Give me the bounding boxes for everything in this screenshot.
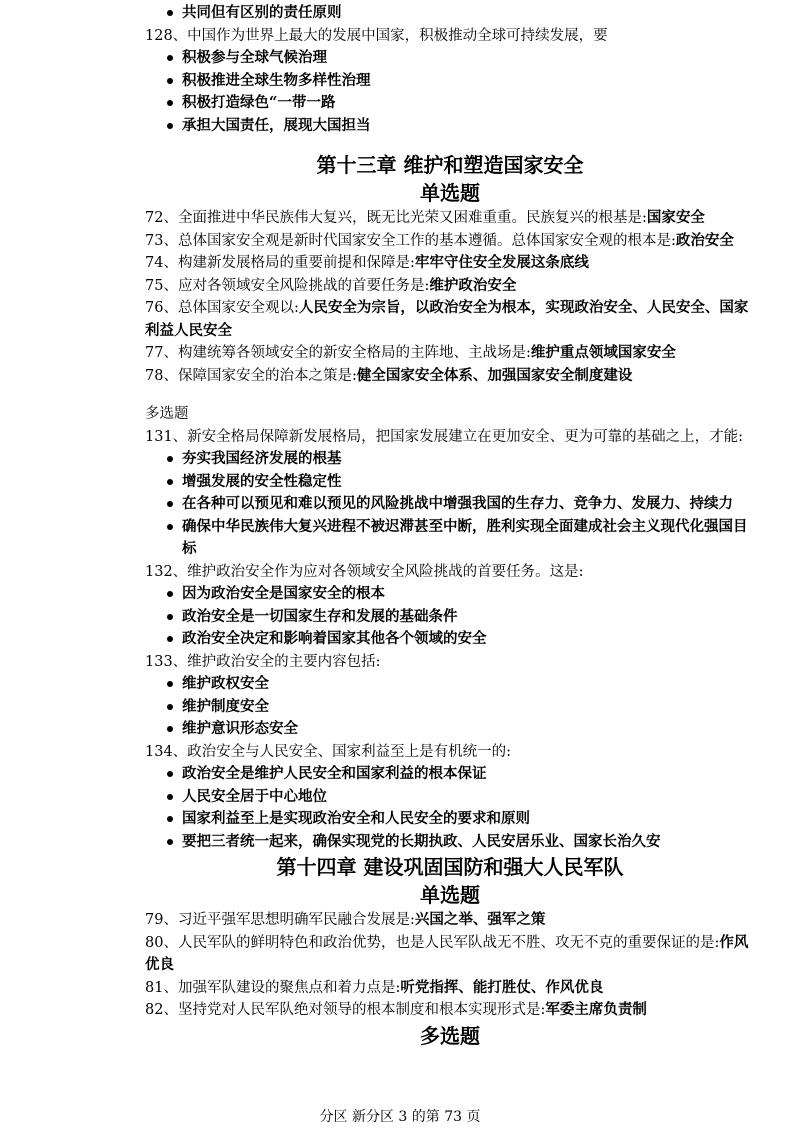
list-item: 夯实我国经济发展的根基 <box>145 448 755 471</box>
list-item: 政治安全是维护人民安全和国家利益的根本保证 <box>145 763 755 786</box>
section-multi-choice: 多选题 <box>420 1023 480 1048</box>
question-74: 74、构建新发展格局的重要前提和保障是:牢牢守住安全发展这条底线 <box>145 254 589 271</box>
question-72: 72、全面推进中华民族伟大复兴，既无比光荣又困难重重。民族复兴的根基是:国家安全 <box>145 209 705 226</box>
chapter-13-title: 第十三章 维护和塑造国家安全 <box>316 153 584 177</box>
question-79: 79、习近平强军思想明确军民融合发展是:兴国之举、强军之策 <box>145 911 546 928</box>
question-133-stem: 133、维护政治安全的主要内容包括: <box>145 653 381 670</box>
page-footer: 分区 新分区 3 的第 73 页 <box>319 1109 481 1125</box>
list-item: 承担大国责任，展现大国担当 <box>145 115 755 138</box>
question-128-stem: 128、中国作为世界上最大的发展中国家，积极推动全球可持续发展，要 <box>145 27 608 44</box>
question-80: 80、人民军队的鲜明特色和政治优势，也是人民军队战无不胜、攻无不克的重要保证的是:作风优良 <box>145 933 749 973</box>
list-item: 要把三者统一起来，确保实现党的长期执政、人民安居乐业、国家长治久安 <box>145 831 755 854</box>
list-item: 在各种可以预见和难以预见的风险挑战中增强我国的生存力、竞争力、发展力、持续力 <box>145 493 755 516</box>
list-item: 积极打造绿色“一带一路 <box>145 92 755 115</box>
list-item: 维护政权安全 <box>145 673 755 696</box>
list-item: 积极推进全球生物多样性治理 <box>145 70 755 93</box>
question-77: 77、构建统筹各领域安全的新安全格局的主阵地、主战场是:维护重点领域国家安全 <box>145 344 676 361</box>
section-single-choice: 单选题 <box>420 883 480 907</box>
list-item: 共同但有区别的责任原则 <box>145 2 755 25</box>
list-item: 积极参与全球气候治理 <box>145 47 755 70</box>
list-item: 增强发展的安全性稳定性 <box>145 471 755 494</box>
list-item: 维护制度安全 <box>145 696 755 719</box>
question-131-stem: 131、新安全格局保障新发展格局，把国家发展建立在更加安全、更为可靠的基础之上，才能: <box>145 428 744 445</box>
question-73: 73、总体国家安全观是新时代国家安全工作的基本遵循。总体国家安全观的根本是:政治安全 <box>145 231 734 249</box>
question-134-stem: 134、政治安全与人民安全、国家利益至上是有机统一的: <box>145 743 512 760</box>
question-75: 75、应对各领域安全风险挑战的首要任务是:维护政治安全 <box>145 276 517 294</box>
section-single-choice: 单选题 <box>420 181 480 205</box>
question-78: 78、保障国家安全的治本之策是:健全国家安全体系、加强国家安全制度建设 <box>145 366 633 384</box>
question-76: 76、总体国家安全观以:人民安全为宗旨，以政治安全为根本，实现政治安全、人民安全、国家利益人民安全 <box>145 299 749 339</box>
list-item: 国家利益至上是实现政治安全和人民安全的要求和原则 <box>145 808 755 831</box>
list-item: 政治安全是一切国家生存和发展的基础条件 <box>145 606 755 629</box>
section-multi-choice-label: 多选题 <box>145 406 189 422</box>
question-81: 81、加强军队建设的聚焦点和着力点是:听党指挥、能打胜仗、作风优良 <box>145 978 604 996</box>
chapter-14-title: 第十四章 建设巩固国防和强大人民军队 <box>276 855 624 879</box>
page-content <box>145 2 755 1050</box>
list-item: 确保中华民族伟大复兴进程不被迟滞甚至中断，胜利实现全面建成社会主义现代化强国目标 <box>145 516 755 561</box>
list-item: 因为政治安全是国家安全的根本 <box>145 583 755 606</box>
question-132-stem: 132、维护政治安全作为应对各领域安全风险挑战的首要任务。这是: <box>145 563 584 580</box>
list-item: 政治安全决定和影响着国家其他各个领域的安全 <box>145 628 755 651</box>
list-item: 人民安全居于中心地位 <box>145 786 755 809</box>
list-item: 维护意识形态安全 <box>145 718 755 741</box>
question-82: 82、坚持党对人民军队绝对领导的根本制度和根本实现形式是:军委主席负责制 <box>145 1001 647 1018</box>
